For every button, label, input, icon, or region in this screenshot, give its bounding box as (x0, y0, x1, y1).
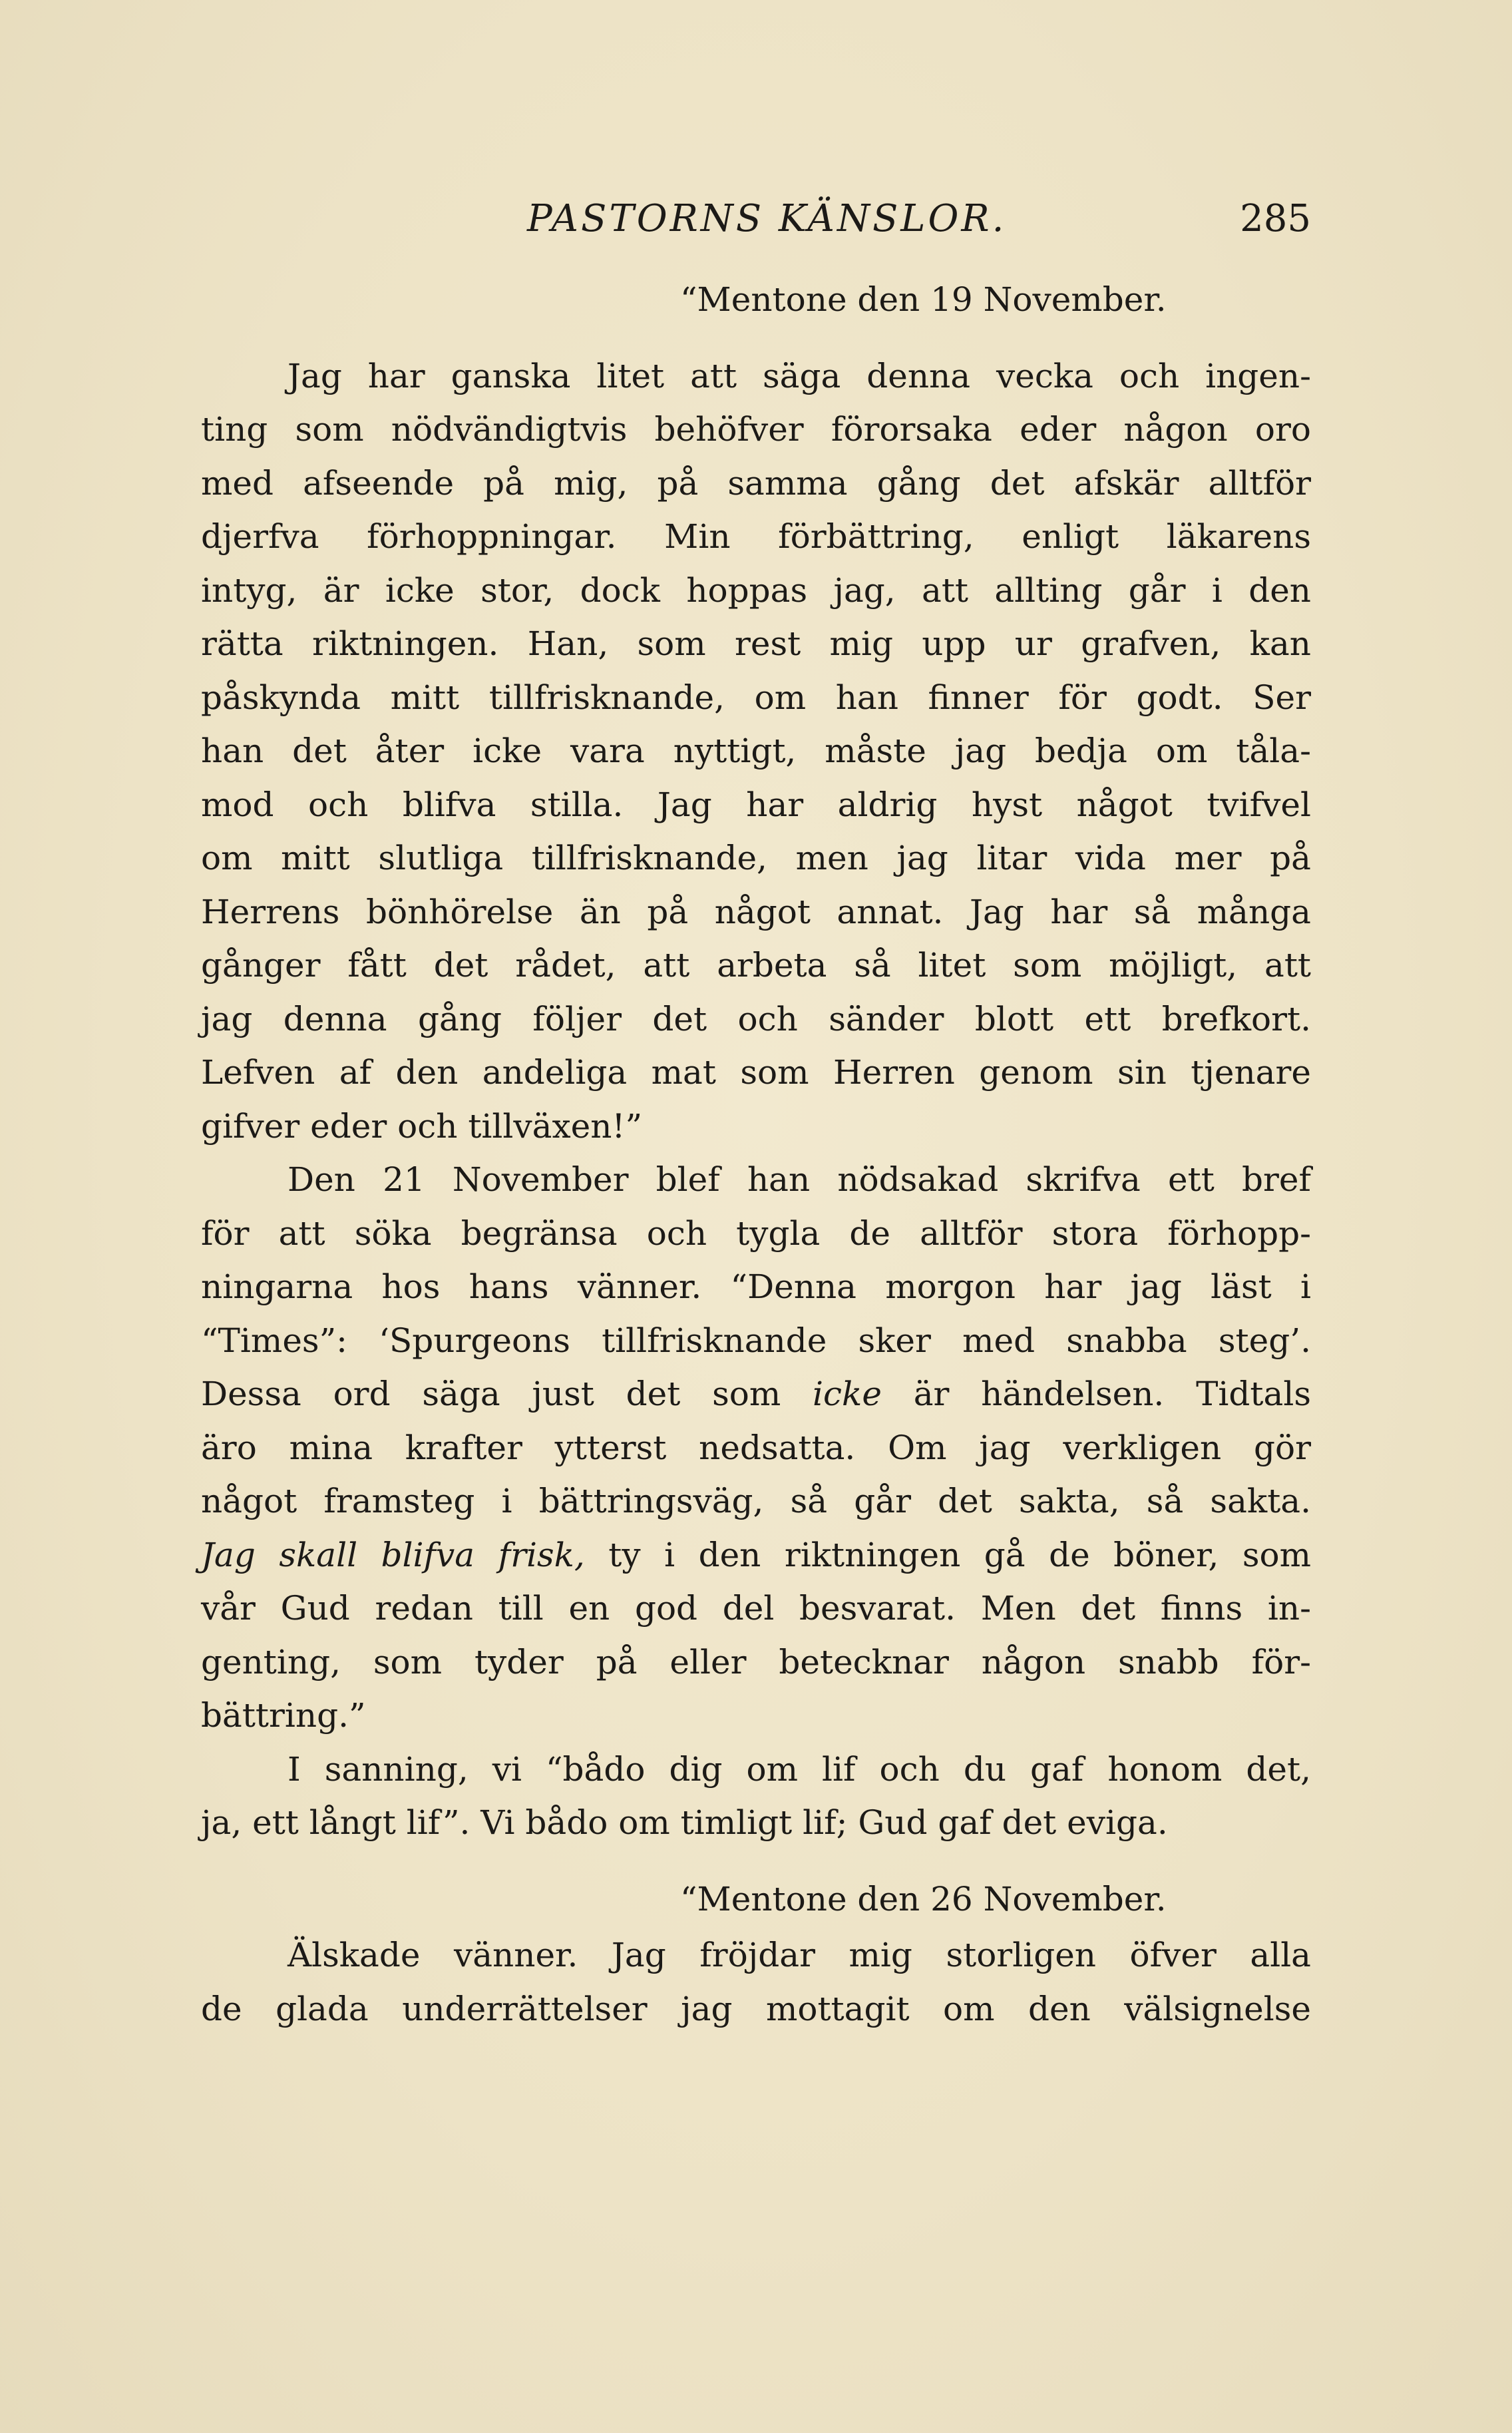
text-line: “Times”: ‘Spurgeons tillfrisknande sker med snabba steg’. (201, 1321, 1311, 1360)
text-line: djerfva förhoppningar. Min förbättring, enligt läkarens (201, 517, 1311, 556)
text-line (201, 1528, 1311, 1582)
text-line: rätta riktningen. Han, som rest mig upp ur grafven, kan (201, 624, 1311, 663)
body-text (201, 273, 1311, 2036)
text-line: gifver eder och tillväxen!” (201, 1106, 643, 1146)
page-header (201, 197, 1311, 257)
text-line: han det åter icke vara nyttigt, måste jag bedja om tåla- (201, 732, 1311, 770)
text-line: ting som nödvändigtvis behöfver förorsaka eder någon oro (201, 410, 1311, 449)
text-line: jag denna gång följer det och sänder blott ett brefkort. (201, 999, 1311, 1038)
text-line: vår Gud redan till en god del besvarat. Men det finns in- (201, 1589, 1311, 1628)
text-line: något framsteg i bättringsväg, så går det sakta, så sakta. (201, 1482, 1311, 1520)
text-segment: är händelsen. Tidtals (881, 1375, 1311, 1413)
text-line: Lefven af den andeliga mat som Herren genom sin tjenare (201, 1053, 1311, 1092)
text-line: Den 21 November blef han nödsakad skrifva ett bref (287, 1160, 1311, 1199)
letter-dateline-19-november: “Mentone den 19 November. (680, 280, 1167, 319)
text-line: med afseende på mig, på samma gång det afskär alltför (201, 463, 1311, 503)
text-line: I sanning, vi “bådo dig om lif och du gaf honom det, (287, 1749, 1311, 1789)
text-line: för att söka begränsa och tygla de alltför stora förhopp- (201, 1214, 1311, 1253)
text-line: gånger fått det rådet, att arbeta så litet som möjligt, att (201, 946, 1311, 985)
text-line: Herrens bönhörelse än på något annat. Jag har så många (201, 892, 1311, 931)
text-segment: Dessa ord säga just det som (201, 1375, 813, 1413)
text-line: bättring.” (201, 1696, 366, 1735)
text-line: äro mina krafter ytterst nedsatta. Om jag verkligen gör (201, 1428, 1311, 1467)
text-line: intyg, är icke stor, dock hoppas jag, att allting går i den (201, 570, 1311, 610)
text-line: ja, ett långt lif”. Vi bådo om timligt lif; Gud gaf det eviga. (201, 1803, 1168, 1842)
running-title: PASTORNS KÄNSLOR. (527, 197, 1007, 240)
text-line: påskynda mitt tillfrisknande, om han finner för godt. Ser (201, 678, 1311, 717)
text-line: Jag har ganska litet att säga denna vecka och ingen- (287, 356, 1311, 395)
italic-phrase: Jag skall blifva frisk, (201, 1535, 585, 1574)
text-line: genting, som tyder på eller betecknar någon snabb för- (201, 1642, 1311, 1681)
text-line: om mitt slutliga tillfrisknande, men jag litar vida mer på (201, 839, 1311, 877)
text-segment: ty i den riktningen gå de böner, som (584, 1535, 1311, 1574)
italic-word: icke (813, 1375, 882, 1413)
letter-dateline-26-november: “Mentone den 26 November. (680, 1879, 1167, 1918)
page-number: 285 (1240, 197, 1311, 240)
text-line: mod och blifva stilla. Jag har aldrig hyst något tvifvel (201, 785, 1311, 824)
text-line: ningarna hos hans vänner. “Denna morgon har jag läst i (201, 1267, 1311, 1306)
text-line (201, 1367, 1311, 1421)
text-line: de glada underrättelser jag mottagit om den välsignelse (201, 1989, 1311, 2028)
text-line: Älskade vänner. Jag fröjdar mig storligen öfver alla (287, 1936, 1311, 1974)
